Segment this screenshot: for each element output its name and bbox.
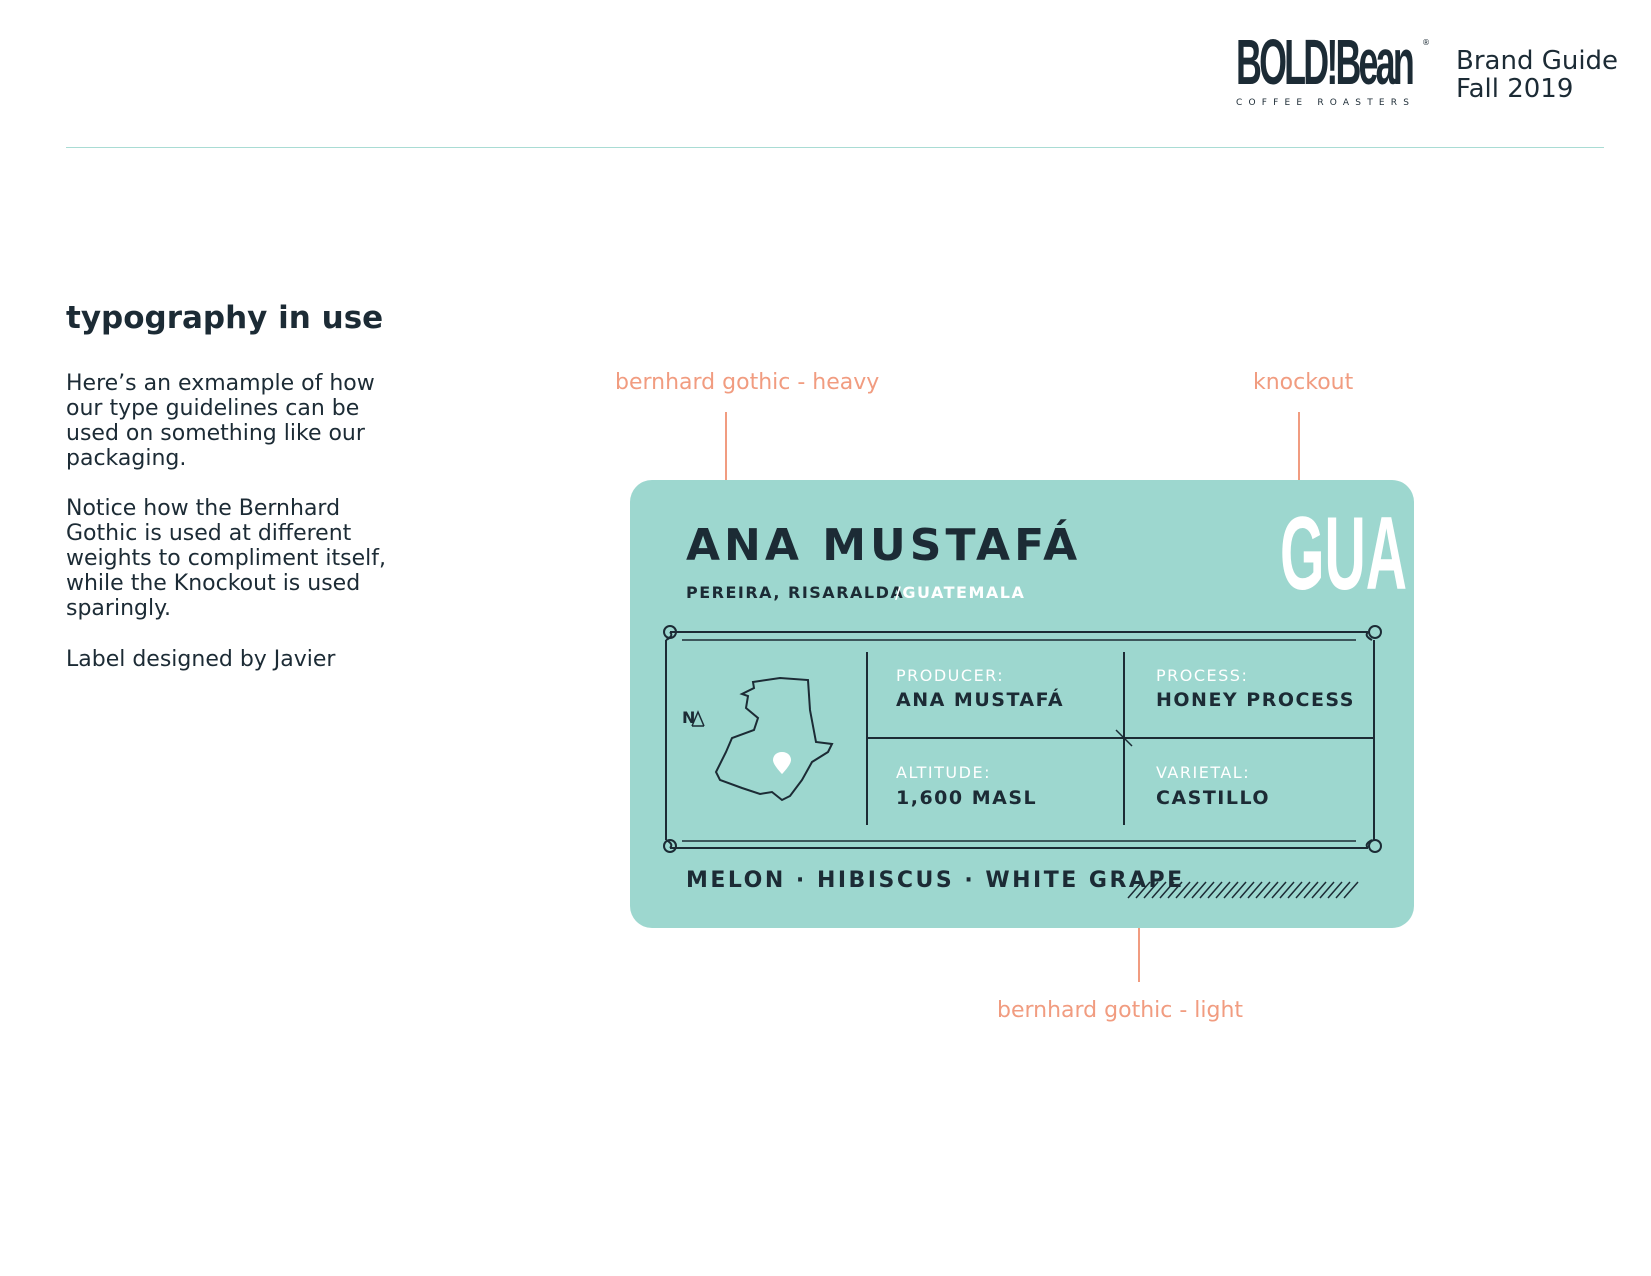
header-divider — [66, 147, 1604, 148]
intro-paragraph: Here’s an exmample of how our type guidelines can be used on something like our packaging. — [66, 371, 375, 471]
map-pin-icon — [773, 752, 791, 774]
brand-guide-season: Fall 2019 — [1456, 74, 1574, 104]
country: /GUATEMALA — [895, 583, 1026, 602]
varietal-label: VARIETAL: — [1156, 763, 1251, 782]
frame-inner-rules — [682, 640, 1356, 841]
annotation-knockout: knockout — [1253, 370, 1354, 395]
registered-icon: ® — [1422, 38, 1430, 47]
coffee-label-card — [630, 480, 1414, 928]
corner-br-icon — [1369, 840, 1381, 852]
brand-guide-title: Brand Guide — [1456, 46, 1619, 76]
boldbean-logo — [1236, 22, 1431, 118]
altitude-value: 1,600 MASL — [896, 787, 1038, 809]
farm-name: ANA MUSTAFÁ — [686, 520, 1082, 571]
process-label: PROCESS: — [1156, 666, 1249, 685]
brand-guide-heading — [1456, 47, 1646, 103]
frame-sides — [666, 640, 1374, 840]
varietal-value: CASTILLO — [1156, 787, 1271, 809]
producer-value: ANA MUSTAFÁ — [896, 689, 1065, 711]
north-label: N — [682, 708, 696, 727]
logo-subtext: COFFEE ROASTERS — [1236, 98, 1416, 108]
producer-label: PRODUCER: — [896, 666, 1005, 685]
corner-tr-icon — [1369, 626, 1381, 638]
tasting-notes: MELON · HIBISCUS · WHITE GRAPE — [686, 868, 1185, 893]
process-value: HONEY PROCESS — [1156, 689, 1355, 711]
country-code: GUA — [1280, 496, 1408, 612]
altitude-label: ALTITUDE: — [896, 763, 991, 782]
region: PEREIRA, RISARALDA — [686, 583, 905, 602]
annotation-heavy: bernhard gothic - heavy — [615, 370, 880, 395]
guatemala-map-icon — [716, 678, 832, 800]
credit-paragraph: Label designed by Javier — [66, 647, 336, 672]
annotation-light: bernhard gothic - light — [997, 998, 1244, 1023]
frame-outer-rules — [670, 632, 1368, 848]
usage-paragraph: Notice how the Bernhard Gothic is used at different weights to compliment itself, while the Knockout is used sparingly. — [66, 496, 386, 621]
logo-wordmark: BOLD!Bean — [1236, 26, 1412, 98]
page-title: typography in use — [66, 300, 384, 336]
